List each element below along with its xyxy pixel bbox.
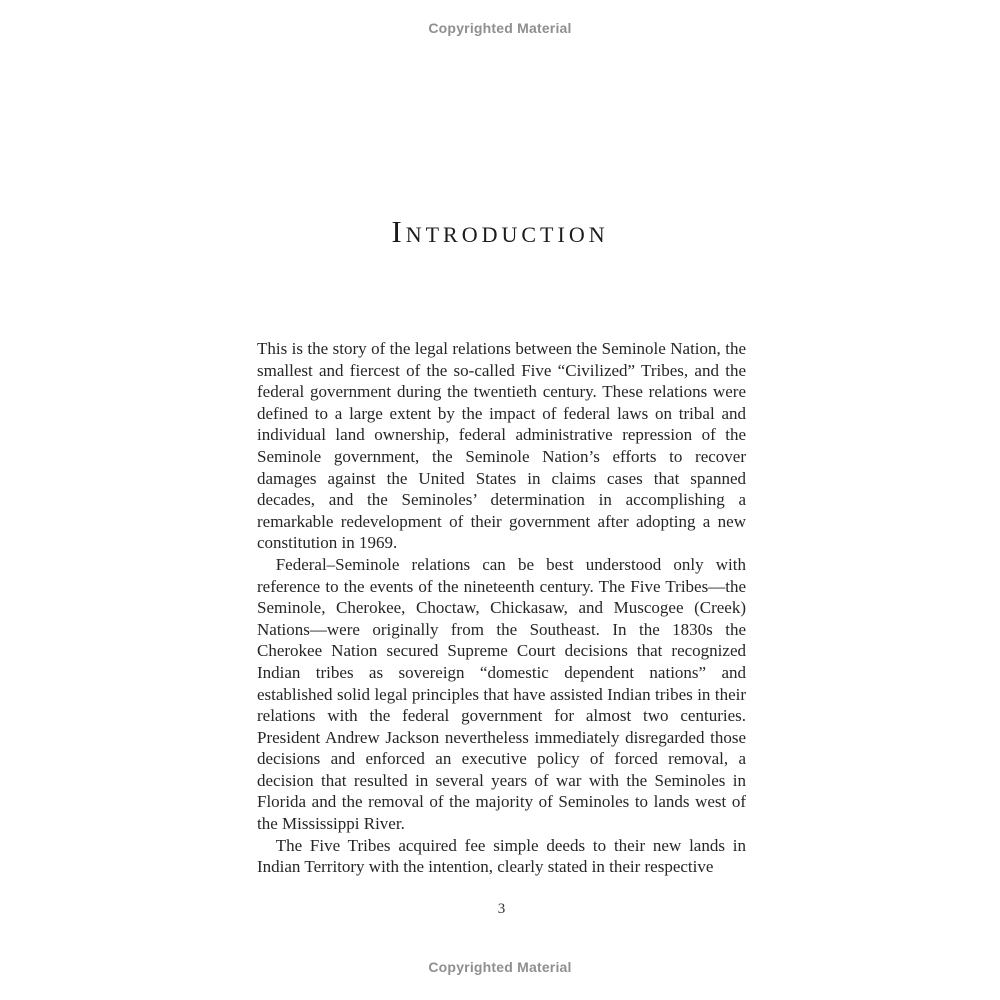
paragraph-2: Federal–Seminole relations can be best understood only with reference to the events of the nineteenth century. The Five Tribes—the Seminole, Cherokee, Choctaw, Chickasaw, and Muscogee (Creek) Nations—were originally from the Southeast. In the 1830s the Cherokee Nation secured Supreme Court decisions that recognized Indian tribes as sovereign “domestic dependent nations” and established solid legal principles that have assisted Indian tribes in their relations with the federal government for almost two centuries. President Andrew Jackson nevertheless immediately disregarded those decisions and enforced an executive policy of forced removal, a decision that resulted in several years of war with the Seminoles in Florida and the removal of the majority of Seminoles to lands west of the Mississippi River. — [257, 554, 746, 834]
paragraph-1: This is the story of the legal relations between the Seminole Nation, the smallest and fiercest of the so-called Five “Civilized” Tribes, and the federal government during the twentieth century. These relations were defined to a large extent by the impact of federal laws on tribal and individual land ownership, federal administrative repression of the Seminole government, the Seminole Nation’s efforts to recover damages against the United States in claims cases that spanned decades, and the Seminoles’ determination in accomplishing a remarkable redevelopment of their government after adopting a new constitution in 1969. — [257, 339, 746, 553]
page-number: 3 — [497, 901, 506, 917]
copyright-notice-bottom: Copyrighted Material — [428, 959, 572, 975]
chapter-title: Introduction — [391, 213, 609, 249]
copyright-notice-top: Copyrighted Material — [428, 20, 572, 36]
paragraph-3: The Five Tribes acquired fee simple deeds to their new lands in Indian Territory with the intention, clearly stated in their respective — [257, 835, 746, 877]
body-text-block — [257, 338, 746, 878]
